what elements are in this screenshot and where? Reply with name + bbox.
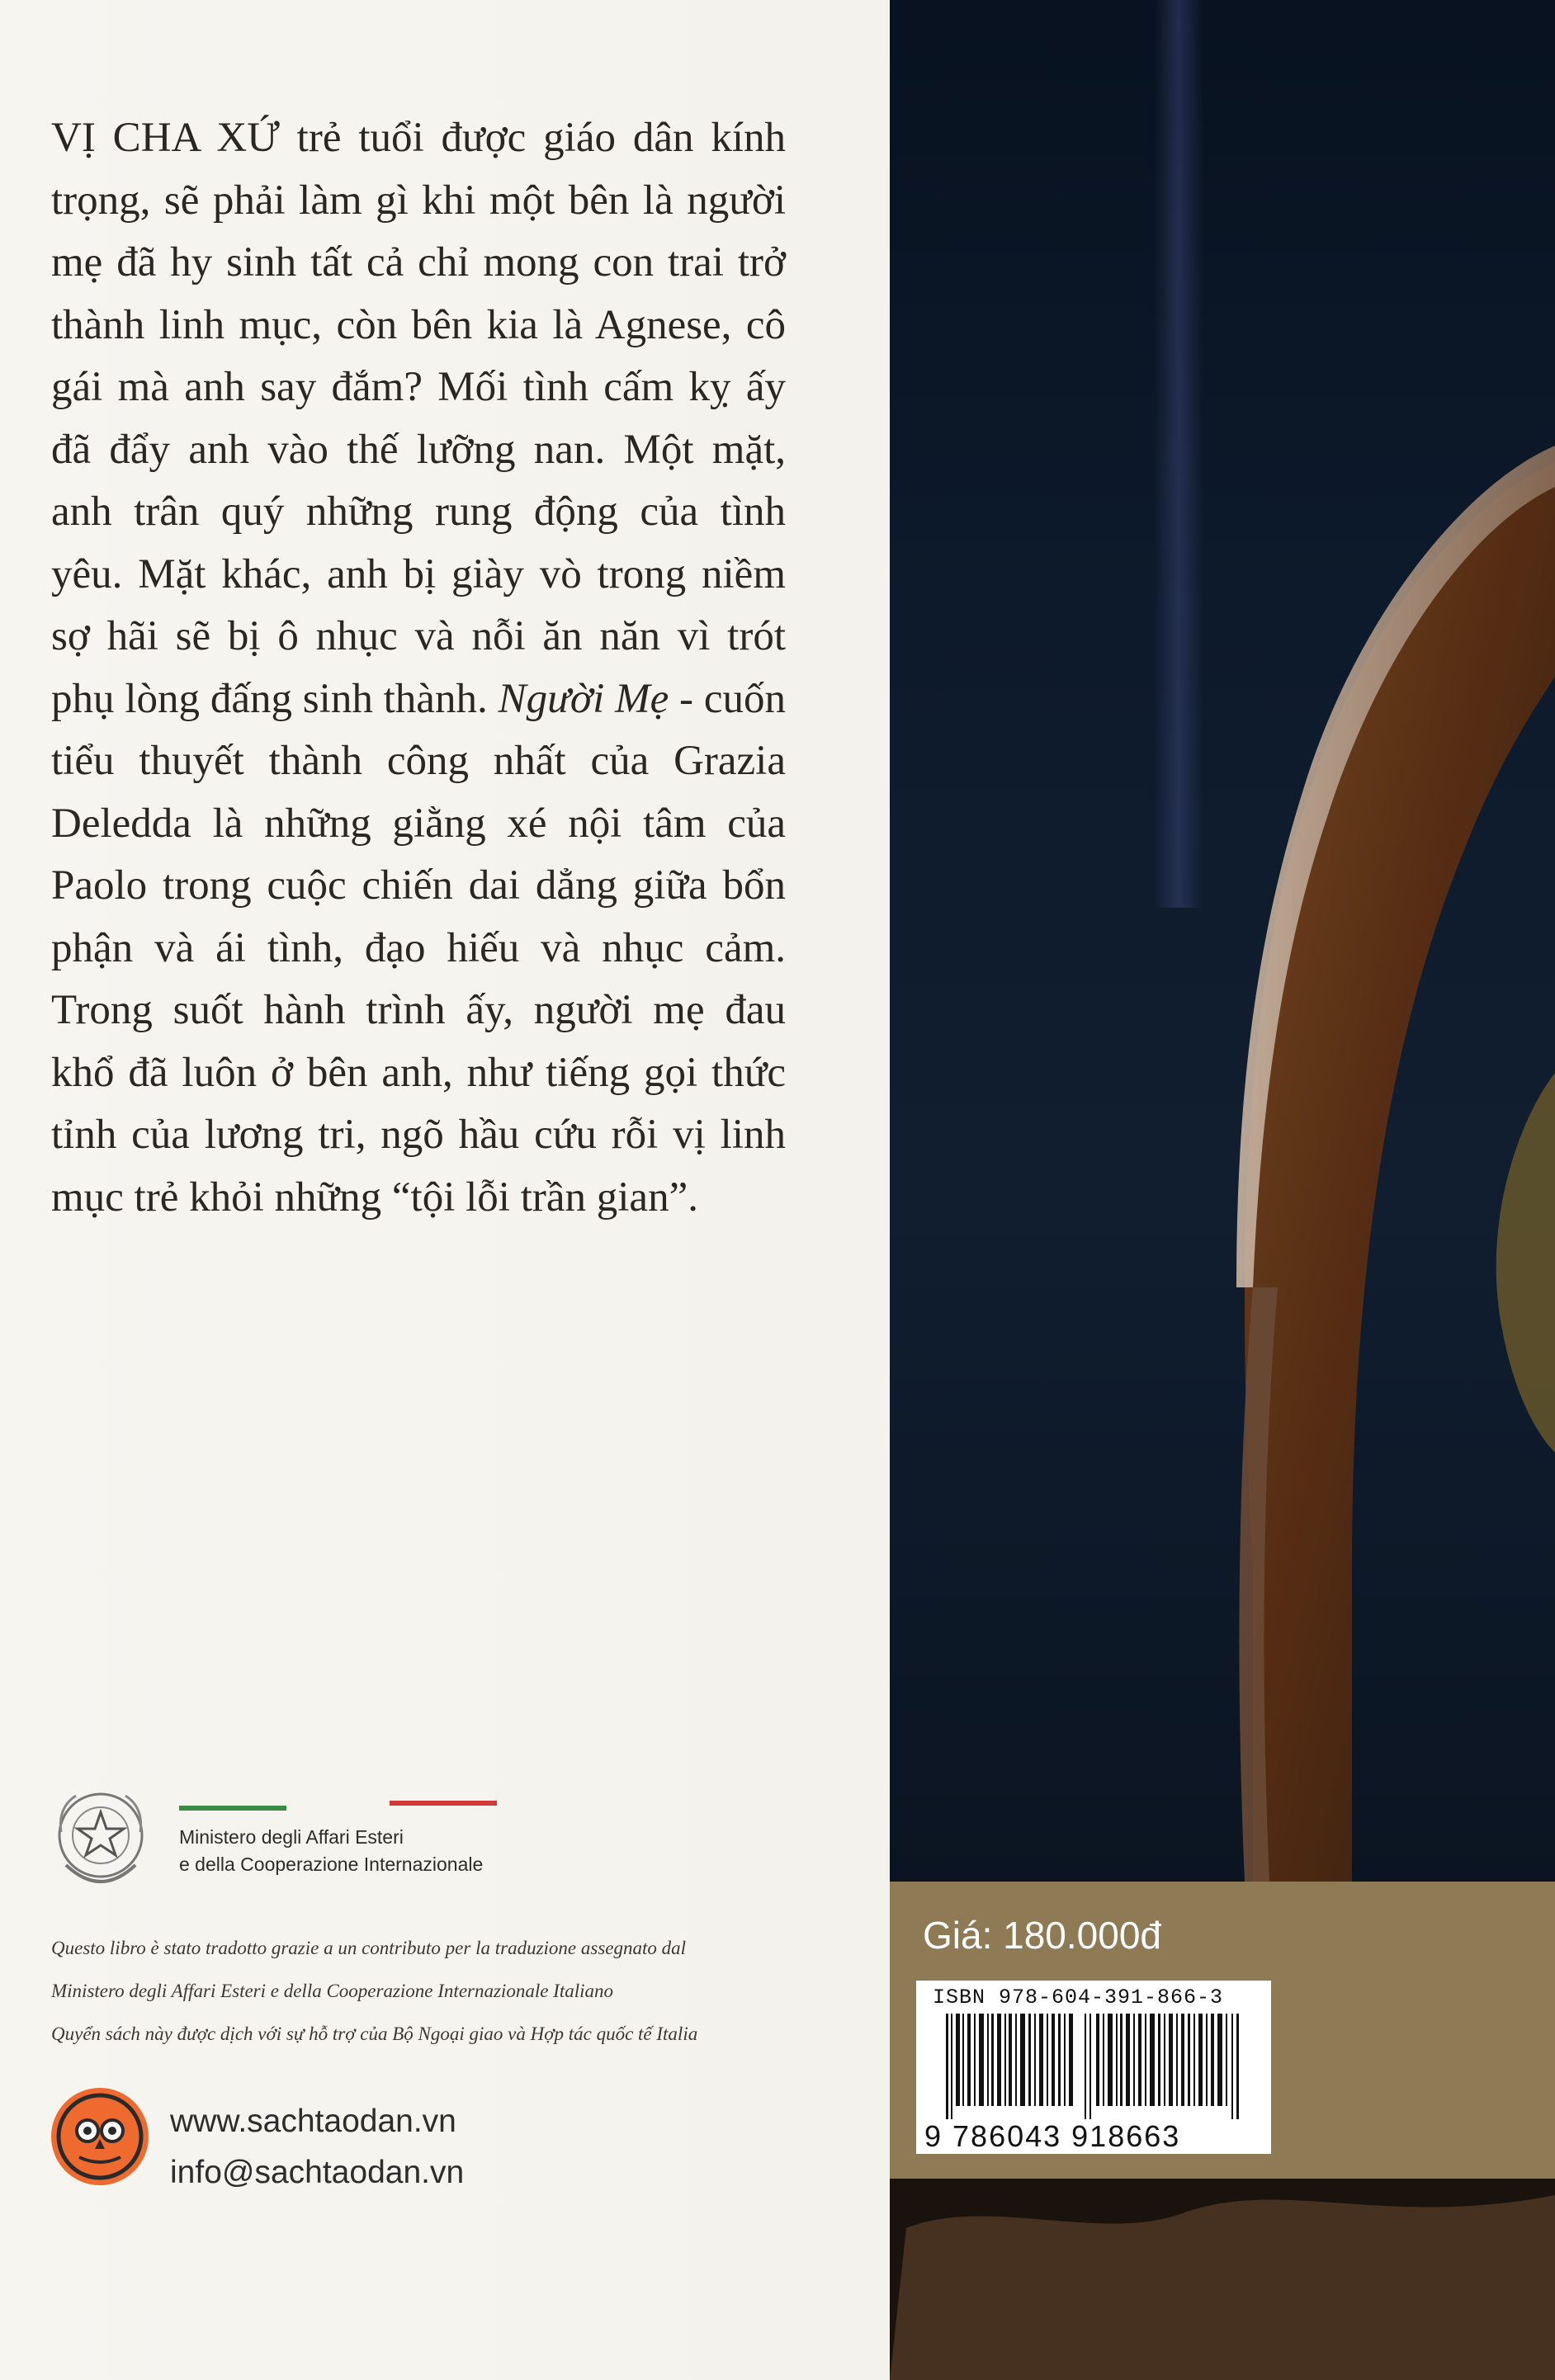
barcode-bars-icon <box>928 2014 1258 2119</box>
price-label: Giá: 180.000đ <box>923 1914 1162 1957</box>
italian-republic-emblem-icon <box>51 1783 150 1898</box>
publisher-website-link[interactable]: www.sachtaodan.vn <box>170 2104 456 2139</box>
book-blurb <box>51 107 786 1229</box>
isbn-barcode <box>916 1981 1271 2154</box>
price-band <box>890 1882 1555 2179</box>
ministry-credit <box>51 1783 794 1906</box>
ministry-line-2: e della Cooperazione Internazionale <box>179 1853 484 1875</box>
blurb-part-2: - cuốn tiểu thuyết thành công nhất của Grazia Deledda là những giằng xé nội tâm của Paolo trong cuộc chiến dai dẳng giữa bổn phận và ái tình, đạo hiếu và nhục cảm. Trong suốt hành trình ấy, người mẹ đau khổ đã luôn ở bên anh, như tiếng gọi thức tỉnh của lương tri, ngõ hầu cứu rỗi vị linh mục trẻ khỏi những “tội lỗi trần gian”. <box>51 675 786 1221</box>
blurb-book-title: Người Mẹ <box>498 675 669 722</box>
isbn-number: ISBN 978-604-391-866-3 <box>933 1986 1224 2009</box>
flag-stripe-green <box>179 1806 286 1811</box>
credit-line-1: Questo libro è stato tradotto grazie a un contributo per la traduzione assegnato dal <box>51 1938 687 1958</box>
publisher-email-link[interactable]: info@sachtaodan.vn <box>170 2155 465 2190</box>
ministry-name <box>179 1824 483 1878</box>
credit-line-3: Quyển sách này được dịch với sự hỗ trợ của Bộ Ngoại giao và Hợp tác quốc tế Italia <box>51 2023 698 2044</box>
ministry-line-1: Ministero degli Affari Esteri <box>179 1826 404 1848</box>
translation-credits <box>51 1927 819 2056</box>
credit-line-2: Ministero degli Affari Esteri e della Cooperazione Internazionale Italiano <box>51 1981 613 2001</box>
owl-logo-icon <box>51 2088 149 2185</box>
blurb-part-1: VỊ CHA XỨ trẻ tuổi được giáo dân kính trọng, sẽ phải làm gì khi một bên là người mẹ đã hy sinh tất cả chỉ mong con trai trở thành linh mục, còn bên kia là Agnese, cô gái mà anh say đắm? Mối tình cấm kỵ ấy đã đẩy anh vào thế lưỡng nan. Một mặt, anh trân quý những rung động của tình yêu. Mặt khác, anh bị giày vò trong niềm sợ hãi sẽ bị ô nhục và nỗi ăn năn vì trót phụ lòng đấng sinh thành. <box>51 115 786 722</box>
publisher-contact <box>51 2088 629 2203</box>
barcode-digits: 9 786043 918663 <box>924 2119 1181 2153</box>
flag-stripe-red <box>390 1801 497 1806</box>
